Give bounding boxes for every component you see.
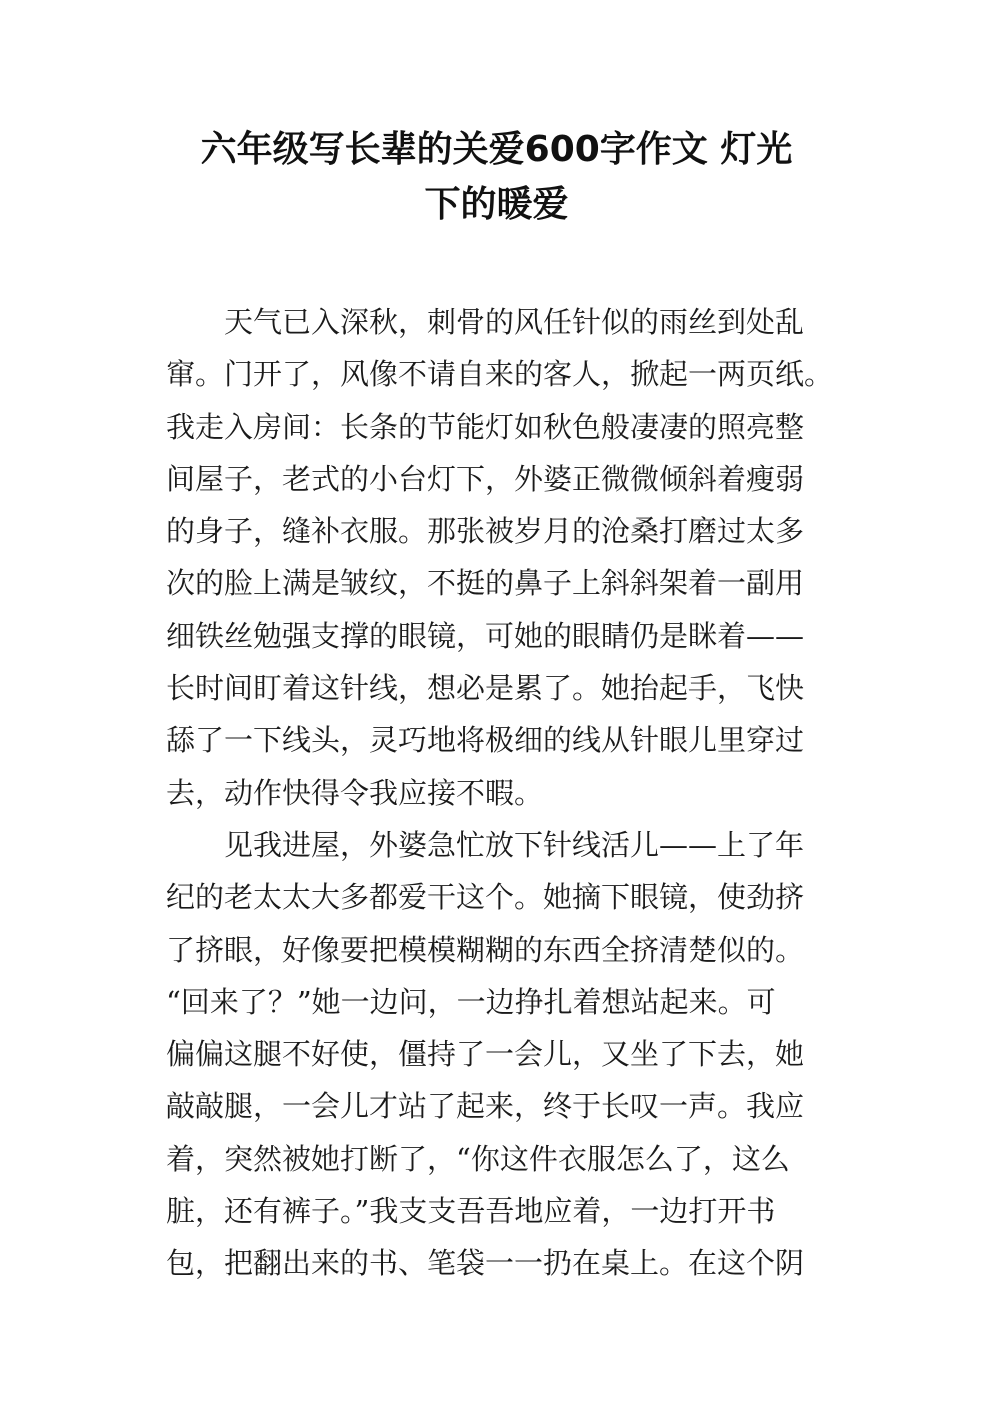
- paragraph-2-line: “回来了？”她一边问，一边挣扎着想站起来。可: [166, 984, 776, 1019]
- paragraph-1-line: 长时间盯着这针线，想必是累了。她抬起手，飞快: [166, 671, 805, 706]
- paragraph-1-line: 舔了一下线头，灵巧地将极细的线从针眼儿里穿过: [166, 723, 805, 758]
- paragraph-1-line: 我走入房间：长条的节能灯如秋色般凄凄的照亮整: [166, 409, 805, 444]
- paragraph-2-line: 着，突然被她打断了，“你这件衣服怎么了，这么: [166, 1141, 790, 1176]
- paragraph-1-line: 细铁丝勉强支撑的眼镜，可她的眼睛仍是眯着——: [166, 618, 805, 653]
- paragraph-1-line: 去，动作快得令我应接不暇。: [166, 775, 544, 810]
- title-line-2: 下的暖爱: [424, 184, 569, 225]
- document-title: [140, 122, 853, 232]
- paragraph-2-line: 偏偏这腿不好使，僵持了一会儿，又坐了下去，她: [166, 1037, 805, 1072]
- paragraph-2-line: 敲敲腿，一会儿才站了起来，终于长叹一声。我应: [166, 1089, 805, 1124]
- paragraph-1-line: 窜。门开了，风像不请自来的客人，掀起一两页纸。: [166, 357, 834, 392]
- paragraph-1-line: 的身子，缝补衣服。那张被岁月的沧桑打磨过太多: [166, 514, 805, 549]
- essay-body: [166, 296, 846, 1290]
- paragraph-2-line: 见我进屋，外婆急忙放下针线活儿——上了年: [224, 827, 805, 862]
- title-line-1: 六年级写长辈的关爱600字作文 灯光: [200, 129, 793, 170]
- paragraph-2-line: 纪的老太太大多都爱干这个。她摘下眼镜，使劲挤: [166, 880, 805, 915]
- paragraph-2-line: 包，把翻出来的书、笔袋一一扔在桌上。在这个阴: [166, 1246, 805, 1281]
- paragraph-1-line: 次的脸上满是皱纹，不挺的鼻子上斜斜架着一副用: [166, 566, 805, 601]
- paragraph-1-line: 间屋子，老式的小台灯下，外婆正微微倾斜着瘦弱: [166, 461, 805, 496]
- paragraph-2-line: 脏，还有裤子。”我支支吾吾地应着，一边打开书: [166, 1194, 776, 1229]
- paragraph-1-line: 天气已入深秋，刺骨的风任针似的雨丝到处乱: [224, 305, 805, 339]
- paragraph-2-line: 了挤眼，好像要把模模糊糊的东西全挤清楚似的。: [166, 932, 805, 967]
